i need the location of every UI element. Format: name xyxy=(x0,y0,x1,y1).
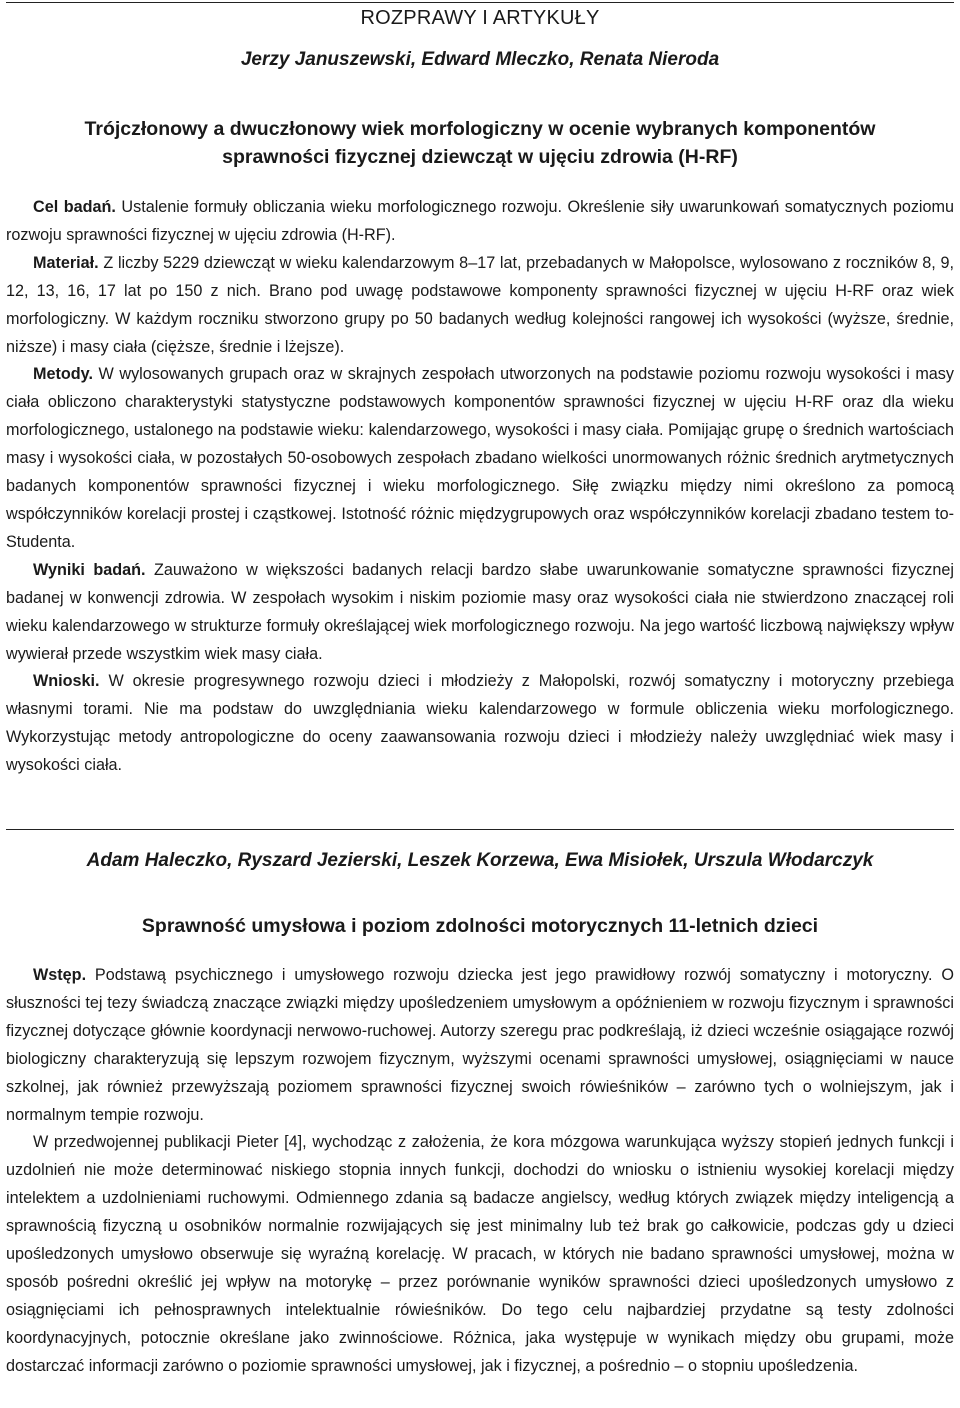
paragraph-text: W wylosowanych grupach oraz w skrajnych zespołach utworzonych na podstawie poziomu rozwoju wysokości i masy ciała obliczono charakterystyki statystyczne podstawowych komponentów sprawności fizycznej w ujęciu H-RF oraz dla wieku morfologicznego, ustalonego na podstawie wieku: kalendarzowego, wysokości i masy ciała. Pomijając grupę o średnich wartościach masy i wysokości ciała, w pozostałych 50-osobowych zespołach zbadano wielkości unormowanych różnic średnich arytmetycznych badanych komponentów sprawności fizycznej i wieku morfologicznego. Siłę związku między nimi określono za pomocą współczynników korelacji prostej i cząstkowej. Istotność różnic międzygrupowych oraz współczynników korelacji zbadano testem to-Studenta. xyxy=(6,365,954,551)
paragraph-text: W przedwojennej publikacji Pieter [4], wychodząc z założenia, że kora mózgowa warunkująca wyższy stopień jednych funkcji i uzdolnień nie może determinować niskiego stopnia innych funkcji, dochodzi do wniosku o istnieniu wysokiej korelacji między intelektem a uzdolnieniami ruchowymi. Odmiennego zdania są badacze angielscy, według których związek między inteligencją a sprawnością fizyczną u osobników normalnie rozwijających się jest minimalny lub też brak go całkowicie, podczas gdy u dzieci upośledzonych umysłowo obserwuje się wyraźną korelację. W pracach, w których nie badano sprawności umysłowej, można w sposób pośredni określić jej wpływ na motorykę – przez porównanie wyników sprawności dzieci upośledzonych umysłowo z osiągnięciami ich pełnosprawnych intelektualnie rówieśników. Do tego celu najbardziej przydatne są testy zdolności koordynacyjnych, potocznie określane jako zwinnościowe. Różnica, jaka występuje w wynikach między obu grupami, może dostarczać informacji zarówno o poziomie sprawności umysłowej, jak i fizycznej, a pośrednio – o stopniu upośledzenia. xyxy=(6,1133,954,1375)
article1-title-line1: Trójczłonowy a dwuczłonowy wiek morfologiczny w ocenie wybranych komponentów xyxy=(84,118,876,140)
paragraph-label: Wstęp. xyxy=(33,966,87,984)
article2-paragraph-intro xyxy=(6,962,954,1129)
paragraph-text: Zauważono w większości badanych relacji bardzo słabe uwarunkowanie somatyczne sprawności fizycznej badanej w konwencji zdrowia. W zespołach wysokim i niskim poziomie masy oraz wysokości ciała nie stwierdzono znaczącej roli wieku kalendarzowego w strukturze formuły określającej wiek morfologicznego rozwoju. Na jego wartość liczbową największy wpływ wywierał przede wszystkim wiek masy ciała. xyxy=(6,560,954,663)
article1-title-line2: sprawności fizycznej dziewcząt w ujęciu zdrowia (H-RF) xyxy=(222,146,738,168)
paragraph-text: Ustalenie formuły obliczania wieku morfologicznego rozwoju. Określenie siły uwarunkowań somatycznych poziomu rozwoju sprawności fizycznej w ujęciu zdrowia (H-RF). xyxy=(6,198,955,244)
paragraph-text: Podstawą psychicznego i umysłowego rozwoju dziecka jest jego prawidłowy rozwój somatyczny i motoryczny. O słuszności tej tezy świadczą znaczące związki między upośledzeniem umysłowym a opóźnieniem w rozwoju fizycznym i sprawności fizycznej dotyczące głównie koordynacji nerwowo-ruchowej. Autorzy szeregu prac podkreślają, iż dzieci wcześnie osiągające rozwój biologiczny charakteryzują się lepszym rozwojem fizycznym, wyższymi ocenami sprawności umysłowej, osiągnięciami w nauce szkolnej, jak również przewyższają poziomem sprawności fizycznej swoich rówieśników – zarówno tych o wolniejszym, jak i normalnym tempie rozwoju. xyxy=(6,966,954,1124)
paragraph-label: Cel badań. xyxy=(33,198,116,216)
article1-paragraph-conclusions xyxy=(6,668,954,780)
article2-title: Sprawność umysłowa i poziom zdolności motorycznych 11-letnich dzieci xyxy=(141,915,819,937)
article1-title xyxy=(20,115,940,171)
top-rule xyxy=(6,2,954,3)
section-title: ROZPRAWY I ARTYKUŁY xyxy=(360,7,600,29)
article1-authors: Jerzy Januszewski, Edward Mleczko, Renata Nieroda xyxy=(240,49,720,70)
article2-body xyxy=(6,962,954,1381)
article1-paragraph-results xyxy=(6,557,954,669)
article1-paragraph-methods xyxy=(6,361,954,556)
article1-paragraph-aim xyxy=(6,194,954,250)
paragraph-label: Metody. xyxy=(33,365,93,384)
paragraph-text: Z liczby 5229 dziewcząt w wieku kalendarzowym 8–17 lat, przebadanych w Małopolsce, wylosowano z roczników 8, 9, 12, 13, 16, 17 lat po 150 z nich. Brano pod uwagę podstawowe komponenty sprawności fizycznej w ujęciu H-RF oraz wiek morfologiczny. W każdym roczniku stworzono grupy po 50 badanych według kolejności rangowej ich wysokości (wyższe, średnie, niższe) i masy ciała (cięższe, średnie i lżejsze). xyxy=(6,253,954,356)
article1-abstract xyxy=(6,194,954,780)
paragraph-text: W okresie progresywnego rozwoju dzieci i młodzieży z Małopolski, rozwój somatyczny i motoryczny przebiega własnymi torami. Nie ma podstaw do uwzględniania wieku kalendarzowego w formule obliczenia wieku morfologicznego. Wykorzystując metody antropologiczne do oceny zaawansowania rozwoju dzieci i młodzieży należy uwzględniać wiek masy i wysokości ciała. xyxy=(6,672,954,775)
article-divider xyxy=(6,829,954,830)
article1-paragraph-material xyxy=(6,250,954,362)
article2-paragraph-2 xyxy=(6,1129,954,1380)
paragraph-label: Wyniki badań. xyxy=(33,560,146,579)
paragraph-label: Materiał. xyxy=(33,253,99,272)
article2-authors: Adam Haleczko, Ryszard Jezierski, Leszek Korzewa, Ewa Misiołek, Urszula Włodarczyk xyxy=(86,850,874,871)
paragraph-label: Wnioski. xyxy=(33,672,100,691)
